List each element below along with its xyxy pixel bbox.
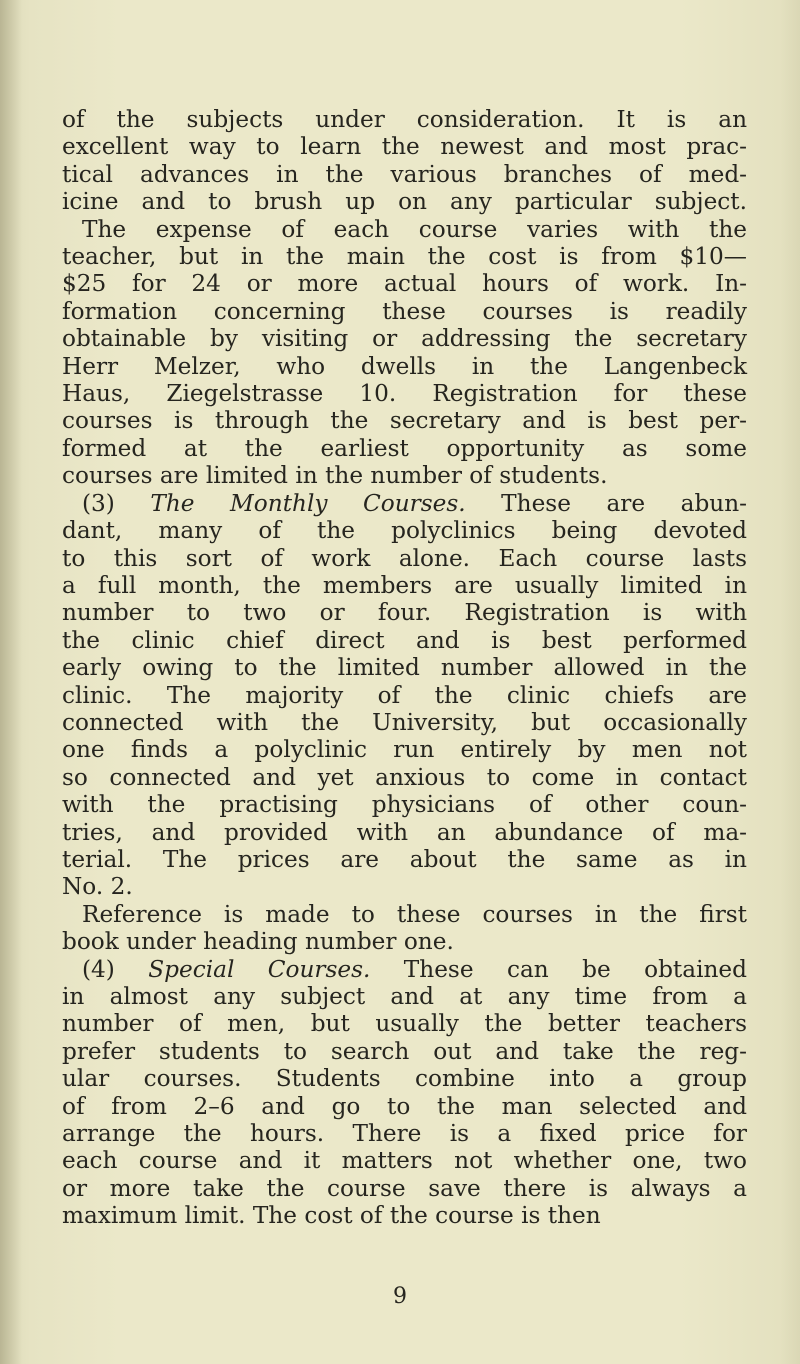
text-line: Reference is made to these courses in the first: [82, 900, 747, 928]
text-line: with the practising physicians of other coun-: [62, 791, 747, 819]
text-line: obtainable by visiting or addressing the secretary: [62, 325, 747, 353]
text-line: The expense of each course varies with the: [82, 215, 747, 243]
text-line: early owing to the limited number allowed in the: [62, 654, 747, 682]
section-heading: The Monthly Courses.: [150, 489, 466, 517]
text-line: tries, and provided with an abundance of ma-: [62, 818, 747, 846]
text-line: a full month, the members are usually limited in: [62, 571, 747, 599]
section-number: (4): [82, 955, 149, 983]
text-line: [62, 956, 747, 983]
text-line: each course and it matters not whether one, two: [62, 1147, 747, 1175]
text-line: connected with the University, but occasionally: [62, 708, 747, 736]
text-line: courses is through the secretary and is best per-: [62, 407, 747, 435]
text-line: book under heading number one.: [62, 928, 454, 956]
text-line: tical advances in the various branches of med-: [62, 160, 747, 188]
text-line: arrange the hours. There is a fixed price for: [62, 1120, 747, 1148]
text-line: so connected and yet anxious to come in contact: [62, 763, 747, 791]
text-line: or more take the course save there is always a: [62, 1174, 747, 1202]
text-line: number of men, but usually the better teachers: [62, 1010, 747, 1038]
text-line: in almost any subject and at any time from a: [62, 983, 747, 1010]
text-line: courses are limited in the number of students.: [62, 462, 608, 490]
text-line: formation concerning these courses is readily: [62, 297, 747, 325]
text-line: dant, many of the polyclinics being devoted: [62, 517, 747, 545]
text-line: the clinic chief direct and is best performed: [62, 626, 747, 654]
text-line: of from 2–6 and go to the man selected and: [62, 1092, 747, 1120]
text-line: one finds a polyclinic run entirely by men not: [62, 736, 747, 764]
text-line: terial. The prices are about the same as in: [62, 845, 747, 873]
text-line: clinic. The majority of the clinic chiefs are: [62, 681, 747, 709]
text-line: teacher, but in the main the cost is from $10—: [62, 243, 747, 271]
section-number: (3): [82, 489, 151, 517]
line-text: These can be obtained: [370, 955, 747, 983]
text-line: Herr Melzer, who dwells in the Langenbeck: [62, 352, 747, 380]
text-line: prefer students to search out and take the reg-: [62, 1037, 747, 1065]
text-line: number to two or four. Registration is with: [62, 599, 747, 627]
text-line: of the subjects under consideration. It is an: [62, 106, 747, 133]
body-text: [62, 106, 747, 1230]
page-number: 9: [393, 1284, 407, 1309]
text-line: Haus, Ziegelstrasse 10. Registration for these: [62, 380, 747, 408]
text-line: [62, 490, 747, 517]
line-text: These are abun-: [465, 489, 747, 517]
text-line: icine and to brush up on any particular subject.: [62, 188, 747, 216]
section-heading: Special Courses.: [148, 955, 371, 983]
text-line: excellent way to learn the newest and most prac-: [62, 133, 747, 161]
page-edge-shadow: [0, 0, 22, 1364]
text-line: ular courses. Students combine into a group: [62, 1065, 747, 1093]
text-line: maximum limit. The cost of the course is then: [62, 1202, 601, 1230]
text-line: No. 2.: [62, 873, 133, 901]
text-line: to this sort of work alone. Each course lasts: [62, 544, 747, 572]
text-line: $25 for 24 or more actual hours of work. In-: [62, 270, 747, 298]
text-line: formed at the earliest opportunity as some: [62, 434, 747, 462]
